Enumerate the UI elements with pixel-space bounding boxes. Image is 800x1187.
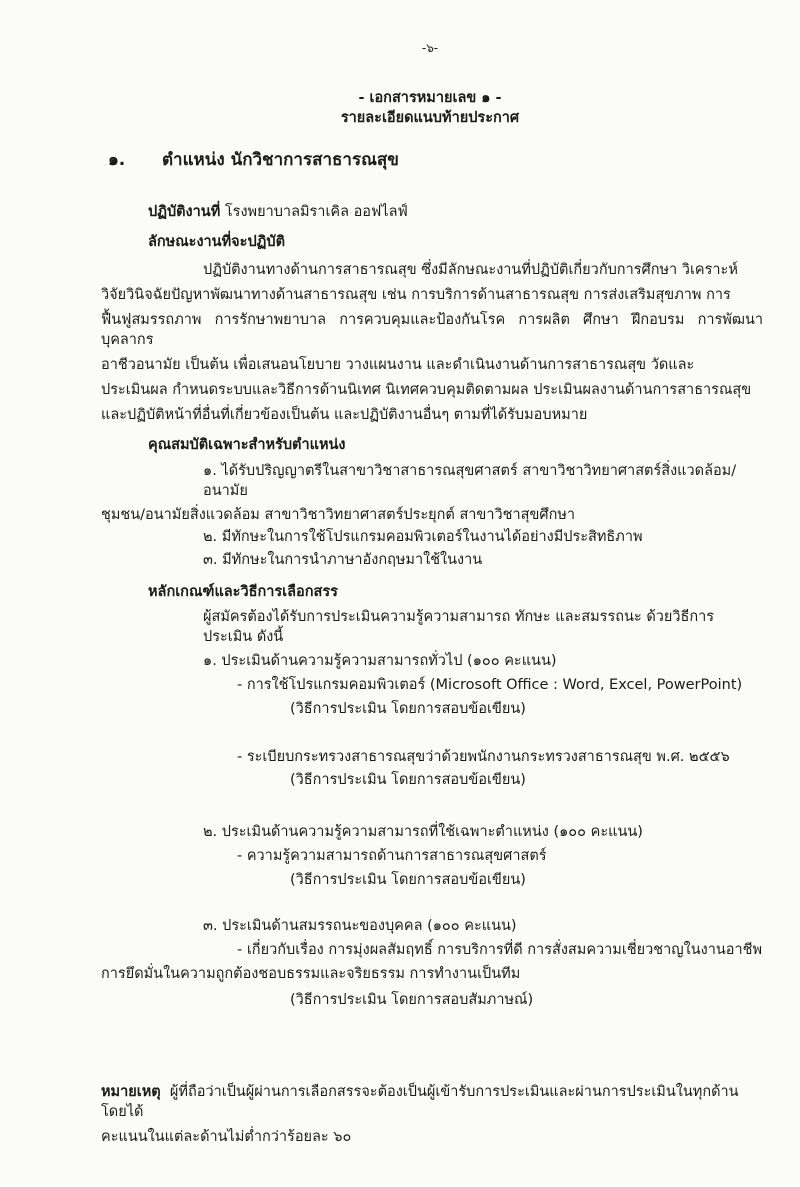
qualifications-heading: คุณสมบัติเฉพาะสำหรับตำแหน่ง: [148, 437, 346, 453]
section-3-item: การยึดมั่นในความถูกต้องชอบธรรมและจริยธรรม การทำงานเป็นทีม: [101, 966, 521, 982]
section-2-title: ๒. ประเมินด้านความรู้ความสามารถที่ใช้เฉพาะตำแหน่ง (๑๐๐ คะแนน): [203, 824, 643, 840]
duties-line: อาชีวอนามัย เป็นต้น เพื่อเสนอนโยบาย วางแผนงาน และดำเนินงานด้านการสาธารณสุข วัดและ: [101, 357, 695, 373]
section-1-method: (วิธีการประเมิน โดยการสอบข้อเขียน): [290, 772, 526, 788]
note: [101, 1082, 763, 1122]
section-2-item: - ความรู้ความสามารถด้านการสาธารณสุขศาสตร์: [237, 848, 547, 864]
workplace-label: ปฏิบัติงานที่: [148, 204, 221, 220]
duties-line: และปฏิบัติหน้าที่อื่นที่เกี่ยวข้องเป็นต้น และปฏิบัติงานอื่นๆ ตามที่ได้รับมอบหมาย: [101, 407, 588, 423]
note-label: หมายเหตุ: [101, 1084, 161, 1100]
qualification-item: ๓. มีทักษะในการนำภาษาอังกฤษมาใช้ในงาน: [203, 552, 483, 568]
selection-heading: หลักเกณฑ์และวิธีการเลือกสรร: [148, 584, 338, 600]
page-number: -๖-: [421, 41, 439, 55]
note-text: คะแนนในแต่ละด้านไม่ต่ำกว่าร้อยละ ๖๐: [101, 1129, 352, 1145]
qualification-item: ๑. ได้รับปริญญาตรีในสาขาวิชาสาธารณสุขศาสตร์ สาขาวิชาวิทยาศาสตร์สิ่งแวดล้อม/อนามัย: [203, 463, 737, 499]
workplace-value: โรงพยาบาลมิราเคิล ออฟไลฟ์: [224, 204, 408, 220]
workplace: [101, 202, 763, 222]
position-title: ตำแหน่ง นักวิชาการสาธารณสุข: [162, 150, 399, 170]
qualification-item: ชุมชน/อนามัยสิ่งแวดล้อม สาขาวิชาวิทยาศาสตร์ประยุกต์ สาขาวิชาสุขศึกษา: [101, 507, 576, 523]
duties-line: วิจัยวินิจฉัยปัญหาพัฒนาทางด้านสาธารณสุข เช่น การบริการด้านสาธารณสุข การส่งเสริมสุขภาพ การ: [101, 287, 731, 303]
qualification-item: ๒. มีทักษะในการใช้โปรแกรมคอมพิวเตอร์ในงานได้อย่างมีประสิทธิภาพ: [203, 529, 643, 545]
document-label: - เอกสารหมายเลข ๑ -: [358, 90, 502, 106]
section-1-item: - การใช้โปรแกรมคอมพิวเตอร์ (Microsoft Office : Word, Excel, PowerPoint): [237, 677, 743, 693]
section-3-item: - เกี่ยวกับเรื่อง การมุ่งผลสัมฤทธิ์ การบริการที่ดี การสั่งสมความเชี่ยวชาญในงานอาชีพ: [237, 942, 763, 958]
duties-line: ปฏิบัติงานทางด้านการสาธารณสุข ซึ่งมีลักษณะงานที่ปฏิบัติเกี่ยวกับการศึกษา วิเคราะห์: [203, 262, 738, 278]
position-heading: [101, 150, 763, 170]
document-subtitle: รายละเอียดแนบท้ายประกาศ: [340, 110, 520, 126]
section-2-method: (วิธีการประเมิน โดยการสอบข้อเขียน): [290, 872, 526, 888]
duties-heading: ลักษณะงานที่จะปฏิบัติ: [148, 234, 285, 250]
section-1-title: ๑. ประเมินด้านความรู้ความสามารถทั่วไป (๑๐๐ คะแนน): [203, 653, 557, 669]
selection-intro: ผู้สมัครต้องได้รับการประเมินความรู้ความสามารถ ทักษะ และสมรรถนะ ด้วยวิธีการประเมิน ดังนี้: [203, 609, 715, 645]
duties-line: ประเมินผล กำหนดระบบและวิธีการด้านนิเทศ นิเทศควบคุมติดตามผล ประเมินผลงานด้านการสาธารณสุข: [101, 382, 752, 398]
section-1-method: (วิธีการประเมิน โดยการสอบข้อเขียน): [290, 701, 526, 717]
section-1-item: - ระเบียบกระทรวงสาธารณสุขว่าด้วยพนักงานกระทรวงสาธารณสุข พ.ศ. ๒๕๕๖: [237, 749, 730, 765]
note-text: ผู้ที่ถือว่าเป็นผู้ผ่านการเลือกสรรจะต้องเป็นผู้เข้ารับการประเมินและผ่านการประเมินในทุกด้าน โดยได้: [101, 1084, 739, 1120]
section-3-title: ๓. ประเมินด้านสมรรถนะของบุคคล (๑๐๐ คะแนน): [203, 918, 517, 934]
position-number: ๑.: [108, 150, 126, 170]
duties-line: ฟื้นฟูสมรรถภาพ การรักษาพยาบาล การควบคุมและป้องกันโรค การผลิต ศึกษา ฝึกอบรม การพัฒนาบุคลากร: [101, 312, 763, 348]
section-3-method: (วิธีการประเมิน โดยการสอบสัมภาษณ์): [290, 992, 534, 1008]
